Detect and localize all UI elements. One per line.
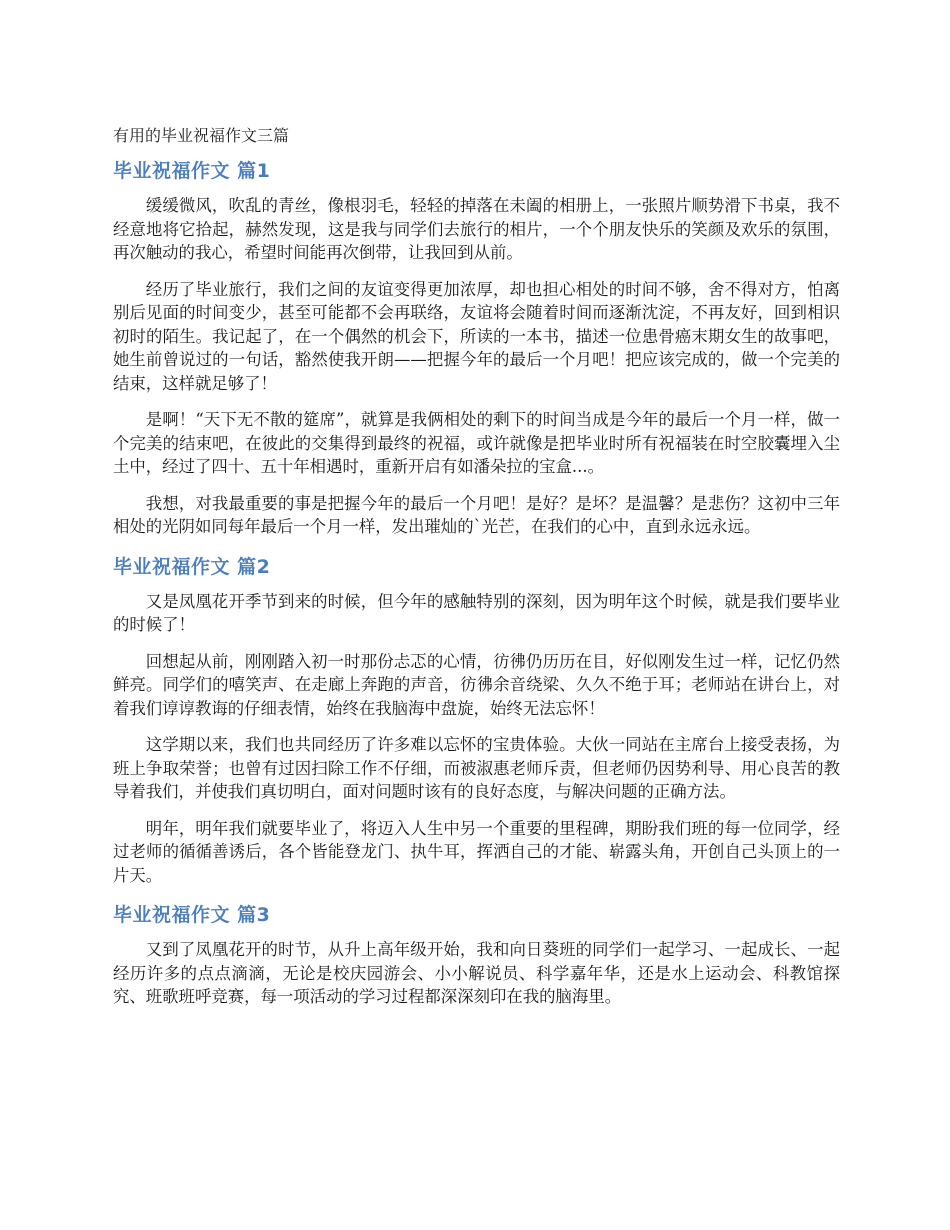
document-title: 有用的毕业祝福作文三篇 xyxy=(113,126,290,145)
paragraph: 缓缓微风，吹乱的青丝，像根羽毛，轻轻的掉落在未阖的相册上，一张照片顺势滑下书桌，我不经意地将它拾起，赫然发现，这是我与同学们去旅行的相片，一个个朋友快乐的笑颜及欢乐的氛围，再次触动的我心，希望时间能再次倒带，让我回到从前。 xyxy=(113,196,840,262)
section-3 xyxy=(113,900,840,1009)
paragraph: 这学期以来，我们也共同经历了许多难以忘怀的宝贵体验。大伙一同站在主席台上接受表扬，为班上争取荣誉；也曾有过因扫除工作不仔细，而被淑惠老师斥责，但老师仍因势利导、用心良苦的教导着我们，并使我们真切明白，面对问题时该有的良好态度，与解决问题的正确方法。 xyxy=(113,735,840,801)
section-heading: 毕业祝福作文 篇2 xyxy=(113,555,271,578)
paragraph: 经历了毕业旅行，我们之间的友谊变得更加浓厚，却也担心相处的时间不够，舍不得对方，怕离别后见面的时间变少，甚至可能都不会再联络，友谊将会随着时间而逐渐沈淀，不再友好，回到相识初时的陌生。我记起了，在一个偶然的机会下，所读的一本书，描述一位患骨癌末期女生的故事吧，她生前曾说过的一句话，豁然使我开朗——把握今年的最后一个月吧！把应该完成的，做一个完美的结束，这样就足够了！ xyxy=(113,279,840,393)
paragraph: 我想，对我最重要的事是把握今年的最后一个月吧！是好？是坏？是温馨？是悲伤？这初中三年相处的光阴如同每年最后一个月一样，发出璀灿的`光芒，在我们的心中，直到永远永远。 xyxy=(113,493,840,536)
paragraph: 是啊！“天下无不散的筵席”，就算是我俩相处的剩下的时间当成是今年的最后一个月一样，做一个完美的结束吧，在彼此的交集得到最终的祝福，或许就像是把毕业时所有祝福装在时空胶囊埋入尘土中，经过了四十、五十年相遇时，重新开启有如潘朵拉的宝盒...。 xyxy=(113,410,840,476)
paragraph: 又到了凤凰花开的时节，从升上高年级开始，我和向日葵班的同学们一起学习、一起成长、一起经历许多的点点滴滴，无论是校庆园游会、小小解说员、科学嘉年华，还是水上运动会、科教馆探究、班歌班呼竞赛，每一项活动的学习过程都深深刻印在我的脑海里。 xyxy=(113,940,840,1006)
section-heading: 毕业祝福作文 篇3 xyxy=(113,904,271,926)
section-1 xyxy=(113,156,840,539)
document-page xyxy=(113,122,840,1022)
paragraph: 回想起从前，刚刚踏入初一时那份忐忑的心情，彷彿仍历历在目，好似刚发生过一样，记忆仍然鲜亮。同学们的嘻笑声、在走廊上奔跑的声音，彷彿余音绕梁、久久不绝于耳；老师站在讲台上，对着我们谆谆教诲的仔细表情，始终在我脑海中盘旋，始终无法忘怀！ xyxy=(113,651,840,718)
section-2 xyxy=(113,552,840,888)
paragraph: 明年，明年我们就要毕业了，将迈入人生中另一个重要的里程碑，期盼我们班的每一位同学，经过老师的循循善诱后，各个皆能登龙门、执牛耳，挥洒自己的才能、崭露头角，开创自己头顶上的一片天。 xyxy=(113,818,840,885)
paragraph: 又是凤凰花开季节到来的时候，但今年的感触特别的深刻，因为明年这个时候，就是我们要毕业的时候了！ xyxy=(113,591,840,634)
section-heading: 毕业祝福作文 篇1 xyxy=(113,160,271,182)
